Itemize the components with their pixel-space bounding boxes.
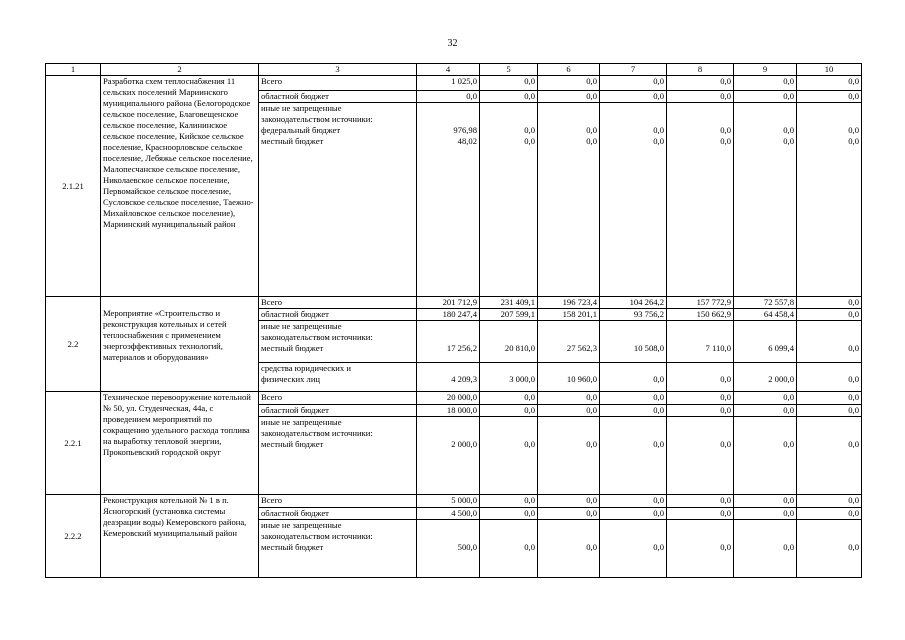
value-cell: 1 025,0 <box>417 76 480 91</box>
value-cell: 0,0 <box>480 405 538 417</box>
table-row <box>46 392 862 405</box>
value-cell: 0,0 <box>538 520 600 578</box>
source-regional-label: областной бюджет <box>259 405 417 417</box>
value-cell: 0,0 <box>600 405 667 417</box>
value-cell: 196 723,4 <box>538 297 600 309</box>
value-cell: 0,0 <box>734 417 797 495</box>
value-cell: 0,0 0,0 <box>797 103 862 297</box>
column-header: 10 <box>797 64 862 76</box>
value-cell: 0,0 <box>734 91 797 103</box>
value-cell: 0,0 <box>600 520 667 578</box>
value-cell: 0,0 0,0 <box>667 103 734 297</box>
value-cell: 0,0 <box>734 405 797 417</box>
source-local-label: местный бюджет <box>261 542 324 552</box>
value-cell: 0,0 <box>600 508 667 520</box>
value-cell: 0,0 <box>797 405 862 417</box>
column-header: 7 <box>600 64 667 76</box>
source-total-label: Всего <box>259 495 417 508</box>
value-cell: 72 557,8 <box>734 297 797 309</box>
source-total-label: Всего <box>259 392 417 405</box>
column-header: 6 <box>538 64 600 76</box>
value-cell: 20 000,0 <box>417 392 480 405</box>
value-cell: 0,0 <box>480 508 538 520</box>
row-number: 2.2 <box>46 297 101 392</box>
value-cell: 0,0 <box>797 363 862 392</box>
value-cell: 10 508,0 <box>600 321 667 363</box>
column-header: 5 <box>480 64 538 76</box>
value-cell: 0,0 <box>538 417 600 495</box>
value-cell: 0,0 <box>734 392 797 405</box>
row-number: 2.2.2 <box>46 495 101 578</box>
activity-description: Техническое перевооружение котельной № 50, ул. Студенческая, 44а, с проведением мероприятий по сокращению удельного расхода топлива на выработку тепловой энергии, Прокопьевский городской округ <box>101 392 259 495</box>
value-cell: 0,0 <box>667 91 734 103</box>
source-regional-label: областной бюджет <box>259 508 417 520</box>
value-cell: 0,0 0,0 <box>600 103 667 297</box>
value-cell: 0,0 <box>797 309 862 321</box>
column-header-row <box>46 64 862 76</box>
value-cell: 0,0 <box>667 520 734 578</box>
source-other-cell <box>259 520 417 578</box>
row-number: 2.2.1 <box>46 392 101 495</box>
value-cell: 0,0 <box>480 392 538 405</box>
value-cell: 0,0 <box>797 91 862 103</box>
value-cell: 0,0 <box>538 495 600 508</box>
value-cell: 0,0 <box>480 417 538 495</box>
column-header: 3 <box>259 64 417 76</box>
value-cell: 20 810,0 <box>480 321 538 363</box>
value-cell: 0,0 <box>480 76 538 91</box>
value-cell: 0,0 <box>600 363 667 392</box>
value-cell: 0,0 <box>600 76 667 91</box>
value-cell: 0,0 <box>734 76 797 91</box>
column-header: 9 <box>734 64 797 76</box>
value-cell: 0,0 <box>797 508 862 520</box>
table-row <box>46 495 862 508</box>
value-cell: 0,0 <box>600 495 667 508</box>
value-cell: 0,0 <box>538 405 600 417</box>
source-other-label: законодательством источники: <box>261 332 373 342</box>
value-cell: 2 000,0 <box>417 417 480 495</box>
source-local-label: местный бюджет <box>261 439 324 449</box>
value-cell: 0,0 0,0 <box>734 103 797 297</box>
budget-table <box>45 63 862 578</box>
source-other-cell <box>259 321 417 363</box>
value-cell: 976,98 48,02 <box>417 103 480 297</box>
value-cell: 7 110,0 <box>667 321 734 363</box>
value-cell: 0,0 <box>480 495 538 508</box>
value-cell: 10 960,0 <box>538 363 600 392</box>
value-cell: 64 458,4 <box>734 309 797 321</box>
value-cell: 0,0 <box>797 417 862 495</box>
source-regional-label: областной бюджет <box>259 309 417 321</box>
value-cell: 5 000,0 <box>417 495 480 508</box>
table-row <box>46 76 862 91</box>
value-cell: 0,0 <box>797 392 862 405</box>
source-other-label: законодательством источники: <box>261 428 373 438</box>
value-cell: 231 409,1 <box>480 297 538 309</box>
value-cell: 3 000,0 <box>480 363 538 392</box>
value-cell: 2 000,0 <box>734 363 797 392</box>
value-cell: 0,0 <box>667 417 734 495</box>
value-cell: 500,0 <box>417 520 480 578</box>
value-cell: 0,0 <box>667 392 734 405</box>
source-other-label: иные не запрещенные <box>261 520 342 530</box>
source-other-label: иные не запрещенные <box>261 103 342 113</box>
source-other-label: иные не запрещенные <box>261 417 342 427</box>
value-cell: 0,0 <box>667 495 734 508</box>
value-cell: 0,0 <box>538 76 600 91</box>
value-cell: 0,0 <box>538 508 600 520</box>
activity-description: Мероприятие «Строительство и реконструкция котельных и сетей теплоснабжения с применением энергоэффективных технологий, материалов и оборудования» <box>101 297 259 392</box>
source-legal-label: физических лиц <box>261 374 321 384</box>
value-cell: 0,0 <box>797 76 862 91</box>
value-cell: 0,0 <box>600 392 667 405</box>
page-number: 32 <box>447 38 458 49</box>
value-cell: 0,0 <box>667 76 734 91</box>
value-cell: 104 264,2 <box>600 297 667 309</box>
value-cell: 0,0 <box>797 495 862 508</box>
value-cell: 0,0 <box>797 321 862 363</box>
source-other-label: законодательством источники: <box>261 531 373 541</box>
source-local-label: местный бюджет <box>261 136 324 146</box>
source-regional-label: областной бюджет <box>259 91 417 103</box>
value-cell: 0,0 <box>600 91 667 103</box>
value-cell: 93 756,2 <box>600 309 667 321</box>
value-cell: 0,0 <box>538 392 600 405</box>
source-local-label: местный бюджет <box>261 343 324 353</box>
value-cell: 0,0 <box>734 495 797 508</box>
value-cell: 158 201,1 <box>538 309 600 321</box>
row-number: 2.1.21 <box>46 76 101 297</box>
source-legal-label: средства юридических и <box>261 363 351 373</box>
activity-description: Разработка схем теплоснабжения 11 сельских поселений Мариинского муниципального района (Белогородское сельское поселение, Благовещенское сельское поселение, Калининское сельское поселение, Кийское сельское поселение, Красноорловское сельское поселение, Лебяжье сельское поселение, Малопесчанское сельское поселение, Николаевское сельское поселение, Первомайское сельское поселение, Сусловское сельское поселение, Таежно-Михайловское сельское поселение), Мариинский муниципальный район <box>101 76 259 297</box>
value-cell: 0,0 <box>734 520 797 578</box>
column-header: 2 <box>101 64 259 76</box>
value-cell: 6 099,4 <box>734 321 797 363</box>
value-cell: 0,0 <box>480 520 538 578</box>
value-cell: 4 500,0 <box>417 508 480 520</box>
value-cell: 18 000,0 <box>417 405 480 417</box>
value-cell: 0,0 <box>667 363 734 392</box>
table-row <box>46 297 862 309</box>
activity-description: Реконструкция котельной № 1 в п. Ясногорский (установка системы деаэрации воды) Кемеровского района, Кемеровский муниципальный район <box>101 495 259 578</box>
column-header: 1 <box>46 64 101 76</box>
value-cell: 0,0 0,0 <box>538 103 600 297</box>
value-cell: 0,0 <box>417 91 480 103</box>
source-other-label: иные не запрещенные <box>261 321 342 331</box>
column-header: 4 <box>417 64 480 76</box>
value-cell: 0,0 <box>667 405 734 417</box>
column-header: 8 <box>667 64 734 76</box>
source-total-label: Всего <box>259 76 417 91</box>
value-cell: 207 599,1 <box>480 309 538 321</box>
value-cell: 0,0 <box>480 91 538 103</box>
source-federal-label: федеральный бюджет <box>261 125 341 135</box>
source-other-cell <box>259 417 417 495</box>
source-other-label: законодательством источники: <box>261 114 373 124</box>
value-cell: 0,0 <box>797 520 862 578</box>
source-total-label: Всего <box>259 297 417 309</box>
value-cell: 27 562,3 <box>538 321 600 363</box>
value-cell: 201 712,9 <box>417 297 480 309</box>
value-cell: 0,0 <box>667 508 734 520</box>
value-cell: 0,0 <box>797 297 862 309</box>
value-cell: 0,0 <box>734 508 797 520</box>
value-cell: 157 772,9 <box>667 297 734 309</box>
value-cell: 0,0 <box>538 91 600 103</box>
value-cell: 0,0 0,0 <box>480 103 538 297</box>
value-cell: 150 662,9 <box>667 309 734 321</box>
value-cell: 0,0 <box>600 417 667 495</box>
source-other-cell <box>259 103 417 297</box>
value-cell: 180 247,4 <box>417 309 480 321</box>
value-cell: 17 256,2 <box>417 321 480 363</box>
value-cell: 4 209,3 <box>417 363 480 392</box>
source-legal-cell <box>259 363 417 392</box>
